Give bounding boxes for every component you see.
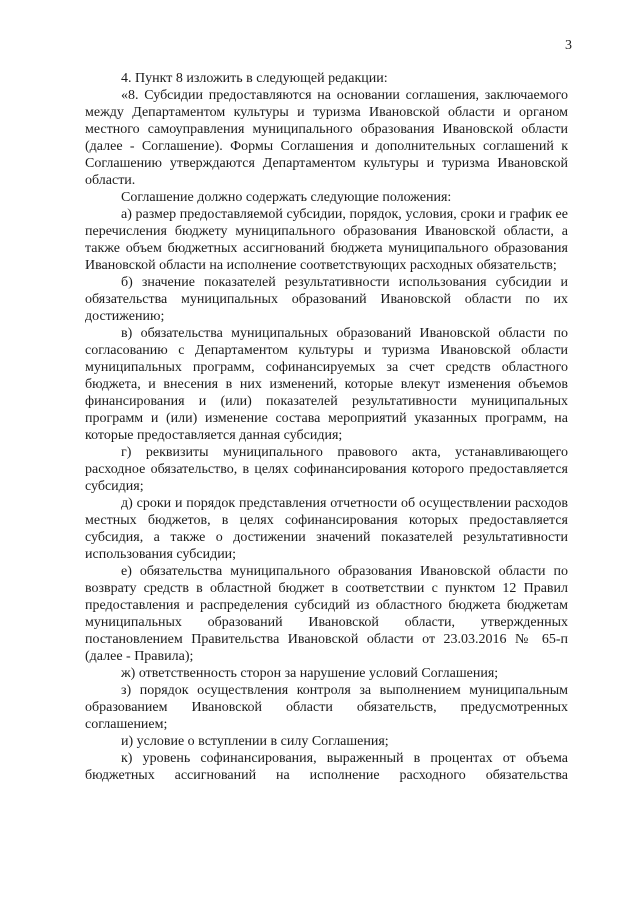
paragraph-provision-d: д) сроки и порядок представления отчетности об осуществлении расходов местных бюджетов, в целях софинансирования которых предоставляется субсидия, а также о достижении значений показателей результативности использования субсидии; bbox=[85, 496, 568, 562]
paragraph-agreement-provisions: Соглашение должно содержать следующие положения: bbox=[121, 190, 452, 205]
paragraph-provision-i: и) условие о вступлении в силу Соглашения; bbox=[121, 734, 389, 749]
paragraph-item-4-heading: 4. Пункт 8 изложить в следующей редакции: bbox=[121, 71, 388, 86]
paragraph-provision-b: б) значение показателей результативности использования субсидии и обязательства муниципальных образований Ивановской области по их достижению; bbox=[85, 275, 568, 324]
paragraph-provision-a: а) размер предоставляемой субсидии, порядок, условия, сроки и график ее перечисления бюджету муниципального образования Ивановской области, а также объем бюджетных ассигнований бюджета муниципального образования Ивановской области на исполнение соответствующих расходных обязательств; bbox=[85, 207, 568, 273]
paragraph-provision-v: в) обязательства муниципальных образований Ивановской области по согласованию с Департаментом культуры и туризма Ивановской области муниципальных программ, софинансируемых за счет средств областного бюджета, и внесения в них изменений, которые влекут изменения объемов финансирования и (или) показателей результативности муниципальных программ и (или) изменение состава мероприятий указанных программ, на которые предоставляется данная субсидия; bbox=[85, 326, 568, 443]
paragraph-provision-g: г) реквизиты муниципального правового акта, устанавливающего расходное обязательство, в целях софинансирования которого предоставляется субсидия; bbox=[85, 445, 568, 494]
paragraph-provision-z: з) порядок осуществления контроля за выполнением муниципальным образованием Ивановской области обязательств, предусмотренных соглашением; bbox=[85, 683, 568, 732]
paragraph-8-subsidies-basis: «8. Субсидии предоставляются на основании соглашения, заключаемого между Департаментом культуры и туризма Ивановской области и органом местного самоуправления муниципального образования Ивановской области (далее - Соглашение). Формы Соглашения и дополнительных соглашений к Соглашению утверждаются Департаментом культуры и туризма Ивановской области. bbox=[85, 88, 568, 188]
paragraph-provision-k: к) уровень софинансирования, выраженный в процентах от объема бюджетных ассигнований на исполнение расходного обязательства bbox=[85, 751, 568, 783]
paragraph-provision-zh: ж) ответственность сторон за нарушение условий Соглашения; bbox=[121, 666, 499, 681]
paragraph-provision-e: е) обязательства муниципального образования Ивановской области по возврату средств в областной бюджет в соответствии с пунктом 12 Правил предоставления и распределения субсидий из областного бюджета бюджетам муниципальных образований Ивановской области, утвержденных постановлением Правительства Ивановской области от 23.03.2016 № 65-п (далее - Правила); bbox=[85, 564, 568, 664]
page-number: 3 bbox=[565, 38, 572, 53]
document-body bbox=[85, 70, 568, 784]
